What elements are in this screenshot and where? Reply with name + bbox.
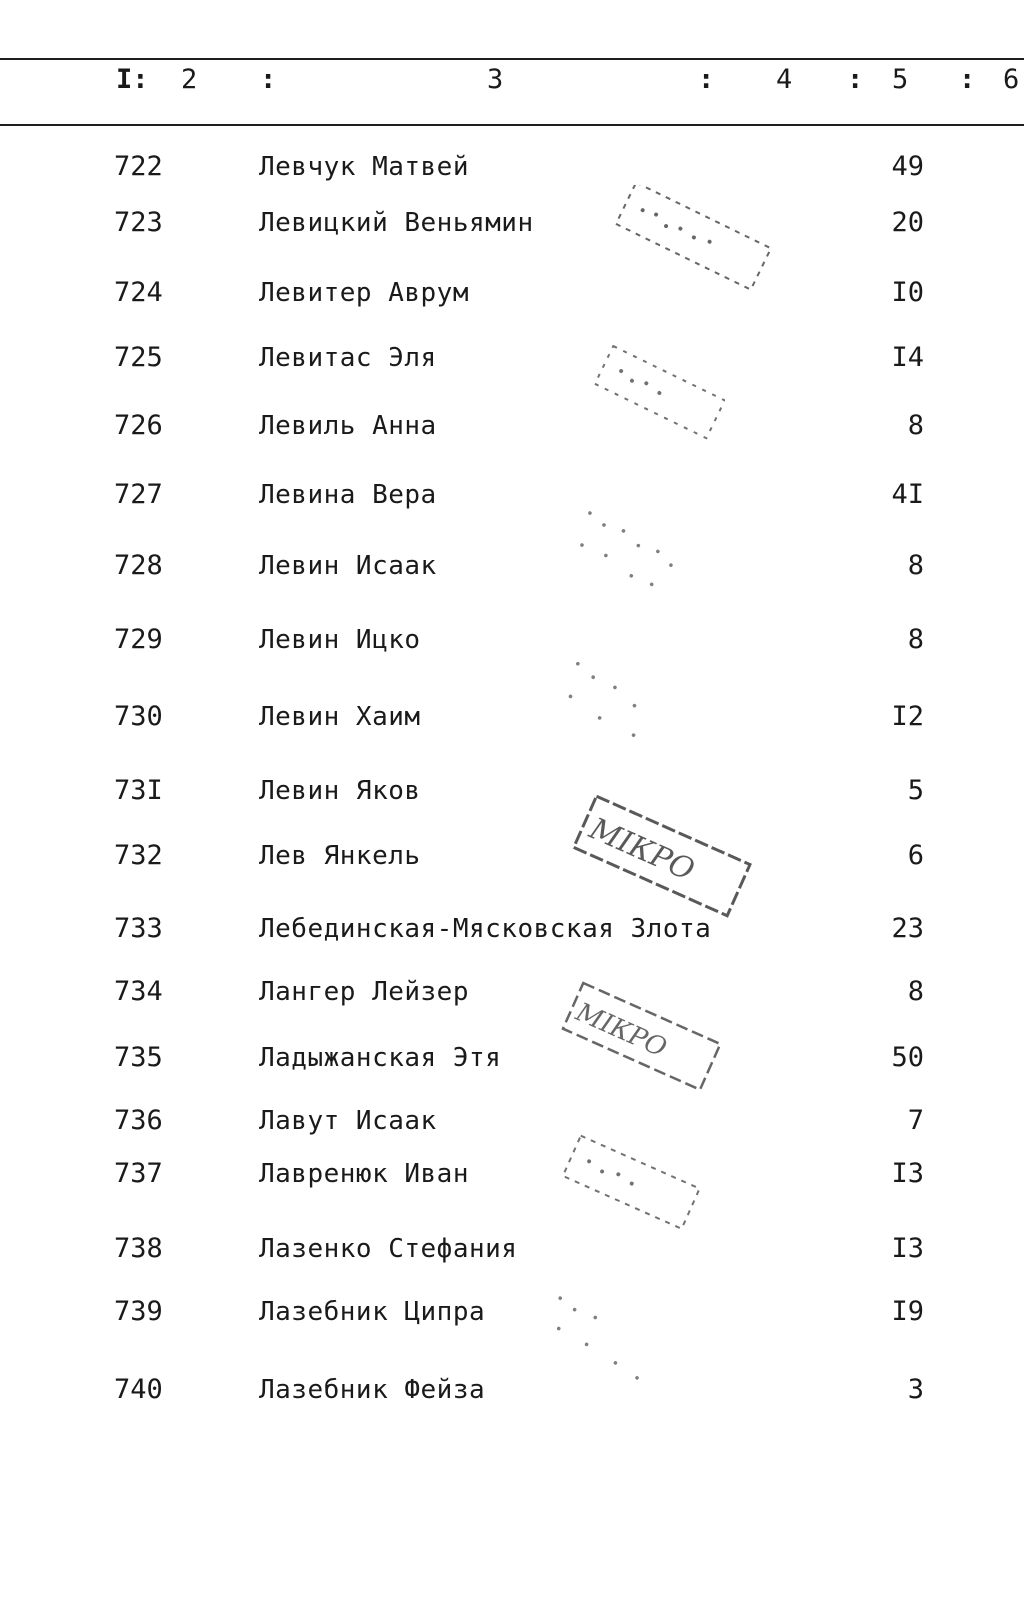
row-number: 738 (114, 1233, 163, 1264)
person-name: Лев Янкель (259, 841, 421, 871)
table-row (0, 273, 1024, 313)
row-number: 73I (114, 775, 163, 806)
person-name: Лазебник Ципра (259, 1297, 486, 1327)
table-row (0, 338, 1024, 378)
person-name: Лебединская-Мясковская Злота (259, 914, 712, 944)
column-separator: : (959, 64, 976, 95)
sheet-count: I9 (891, 1296, 924, 1327)
column-header-6: 6 (1003, 64, 1020, 95)
person-name: Ладыжанская Этя (259, 1043, 502, 1073)
person-name: Левицкий Веньямин (259, 208, 534, 238)
person-name: Лавут Исаак (259, 1106, 437, 1136)
stamp-text: МIКРО (571, 997, 672, 1064)
sheet-count: I0 (891, 277, 924, 308)
sheet-count: 8 (907, 976, 924, 1007)
stamp-text: МIКРО (584, 811, 700, 889)
sheet-count: 23 (891, 913, 924, 944)
table-row (0, 697, 1024, 737)
sheet-count: 7 (907, 1105, 924, 1136)
person-name: Левин Хаим (259, 702, 421, 732)
column-separator: : (698, 64, 715, 95)
sheet-count: I3 (891, 1233, 924, 1264)
sheet-count: 3 (907, 1374, 924, 1405)
sheet-count: 4I (891, 479, 924, 510)
column-header-3: 3 (487, 64, 504, 95)
row-number: 736 (114, 1105, 163, 1136)
sheet-count: 6 (907, 840, 924, 871)
table-row (0, 546, 1024, 586)
row-number: 739 (114, 1296, 163, 1327)
sheet-count: 20 (891, 207, 924, 238)
sheet-count: 5 (907, 775, 924, 806)
person-name: Левитас Эля (259, 343, 437, 373)
table-row (0, 406, 1024, 446)
table-row (0, 203, 1024, 243)
table-row (0, 836, 1024, 876)
row-number: 729 (114, 624, 163, 655)
column-separator: : (847, 64, 864, 95)
row-number: 730 (114, 701, 163, 732)
sheet-count: 8 (907, 550, 924, 581)
sheet-count: 50 (891, 1042, 924, 1073)
person-name: Лавренюк Иван (259, 1159, 469, 1189)
row-number: 740 (114, 1374, 163, 1405)
table-row (0, 771, 1024, 811)
table-row (0, 1101, 1024, 1141)
row-number: 724 (114, 277, 163, 308)
table-row (0, 147, 1024, 187)
person-name: Лазебник Фейза (259, 1375, 486, 1405)
column-header-2: 2 (181, 64, 198, 95)
row-number: 737 (114, 1158, 163, 1189)
table-row (0, 1292, 1024, 1332)
row-number: 726 (114, 410, 163, 441)
sheet-count: I3 (891, 1158, 924, 1189)
person-name: Левитер Аврум (259, 278, 469, 308)
column-header-5: 5 (892, 64, 909, 95)
person-name: Левина Вера (259, 480, 437, 510)
sheet-count: I4 (891, 342, 924, 373)
row-number: 727 (114, 479, 163, 510)
row-number: 733 (114, 913, 163, 944)
table-row (0, 1154, 1024, 1194)
person-name: Левин Исаак (259, 551, 437, 581)
column-separator: : (260, 64, 277, 95)
table-row (0, 909, 1024, 949)
person-name: Левин Ицко (259, 625, 421, 655)
sheet-count: 8 (907, 410, 924, 441)
person-name: Лазенко Стефания (259, 1234, 518, 1264)
header-top-rule (0, 58, 1024, 60)
table-row (0, 620, 1024, 660)
person-name: Левин Яков (259, 776, 421, 806)
sheet-count: I2 (891, 701, 924, 732)
row-number: 723 (114, 207, 163, 238)
table-row (0, 475, 1024, 515)
row-number: 735 (114, 1042, 163, 1073)
header-bottom-rule (0, 124, 1024, 126)
table-row (0, 1038, 1024, 1078)
person-name: Левиль Анна (259, 411, 437, 441)
row-number: 732 (114, 840, 163, 871)
person-name: Лангер Лейзер (259, 977, 469, 1007)
sheet-count: 8 (907, 624, 924, 655)
row-number: 725 (114, 342, 163, 373)
row-number: 728 (114, 550, 163, 581)
column-header-4: 4 (776, 64, 793, 95)
row-number: 722 (114, 151, 163, 182)
table-row (0, 972, 1024, 1012)
row-number: 734 (114, 976, 163, 1007)
table-row (0, 1229, 1024, 1269)
sheet-count: 49 (891, 151, 924, 182)
table-row (0, 1370, 1024, 1410)
column-header-1: I: (116, 64, 149, 95)
person-name: Левчук Матвей (259, 152, 469, 182)
